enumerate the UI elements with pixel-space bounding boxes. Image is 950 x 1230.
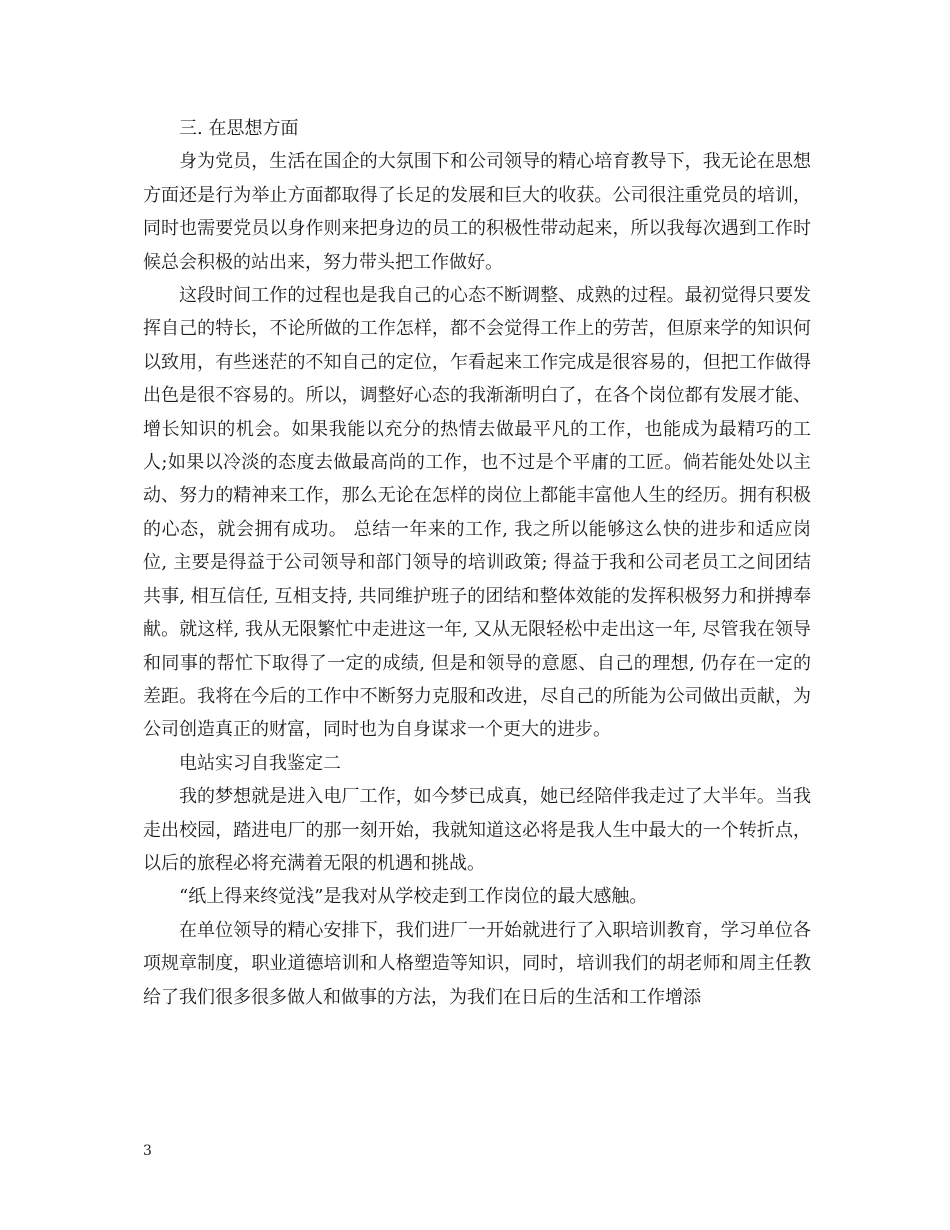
paragraph: 这段时间工作的过程也是我自己的心态不断调整、成熟的过程。最初觉得只要发挥自己的特长，不论所做的工作怎样，都不会觉得工作上的劳苦，但原来学的知识何以致用，有些迷茫的不知自己的定位，乍看起来工作完成是很容易的，但把工作做得出色是很不容易的。所以，调整好心态的我渐渐明白了，在各个岗位都有发展才能、增长知识的机会。如果我能以充分的热情去做最平凡的工作，也能成为最精巧的工人;如果以冷淡的态度去做最高尚的工作，也不过是个平庸的工匠。倘若能处处以主动、努力的精神来工作，那么无论在怎样的岗位上都能丰富他人生的经历。拥有积极的心态，就会拥有成功。 总结一年来的工作, 我之所以能够这么快的进步和适应岗位, 主要是得益于公司领导和部门领导的培训政策; 得益于我和公司老员工之间团结共事, 相互信任, 互相支持, 共同维护班子的团结和整体效能的发挥积极努力和拼搏奉献。就这样, 我从无限繁忙中走进这一年, 又从无限轻松中走出这一年, 尽管我在领导和同事的帮忙下取得了一定的成绩, 但是和领导的意愿、自己的理想, 仍存在一定的差距。我将在今后的工作中不断努力克服和改进，尽自己的所能为公司做出贡献，为公司创造真正的财富，同时也为自身谋求一个更大的进步。 (143, 285, 811, 741)
paragraph: 我的梦想就是进入电厂工作，如今梦已成真，她已经陪伴我走过了大半年。当我走出校园，踏进电厂的那一刻开始，我就知道这必将是我人生中最大的一个转折点，以后的旅程必将充满着无限的机遇和挑战。 (143, 786, 811, 874)
page-number: 3 (143, 1143, 152, 1159)
section-heading-thought: 三. 在思想方面 (179, 118, 299, 139)
paragraph: “纸上得来终觉浅”是我对从学校走到工作岗位的最大感触。 (179, 886, 648, 908)
paragraph: 身为党员，生活在国企的大氛围下和公司领导的精心培育教导下，我无论在思想方面还是行为举止方面都取得了长足的发展和巨大的收获。公司很注重党员的培训，同时也需要党员以身作则来把身边的员工的积极性带动起来，所以我每次遇到工作时候总会积极的站出来，努力带头把工作做好。 (143, 151, 811, 273)
document-body (143, 112, 811, 1014)
paragraph: 在单位领导的精心安排下，我们进厂一开始就进行了入职培训教育，学习单位各项规章制度，职业道德培训和人格塑造等知识，同时，培训我们的胡老师和周主任教给了我们很多很多做人和做事的方法，为我们在日后的生活和工作增添 (143, 919, 811, 1008)
section-heading-internship: 电站实习自我鉴定二 (179, 752, 341, 774)
